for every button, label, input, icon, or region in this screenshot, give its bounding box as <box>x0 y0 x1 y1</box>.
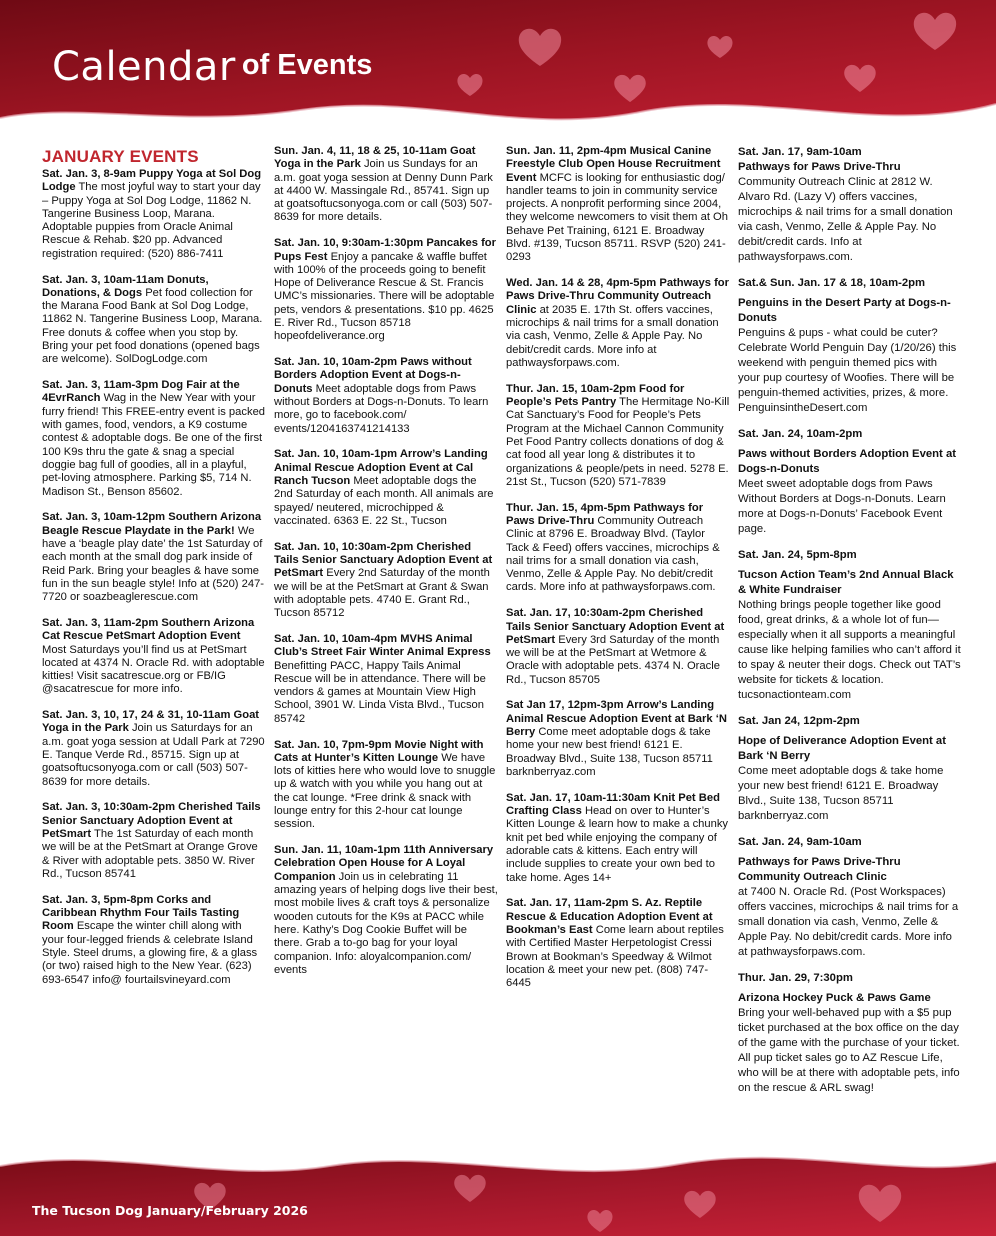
event-body: Come meet adoptable dogs & take home your new best friend! 6121 E. Broadway Blvd., Suite 138, Tucson 85711 barknberryaz.com <box>738 765 944 822</box>
event-title: Pathways for Paws Drive-Thru <box>738 161 901 173</box>
footer-text: The Tucson Dog January/February 2026 <box>32 1203 308 1218</box>
event-title: Sat. Jan. 10, 10am-4pm MVHS Animal Club’s Street Fair Winter Animal Express <box>274 633 491 659</box>
event-body: Escape the winter chill along with your four-legged friends & celebrate Island Style. Steel drums, a glowing fire, & a glass (or two) raised high to the New Year. (623) 693-6547 info@ fourtailsvineyard.com <box>42 920 258 986</box>
event-item <box>738 714 962 824</box>
event-item <box>506 383 730 489</box>
event-body: Nothing brings people together like good food, great drinks, & a whole lot of fun—especially when it all supports a meaningful cause like helping families who can’t afford it to spay & neuter their dogs. Check out TAT’s website for tickets & location. tucsonactionteam.com <box>738 599 961 701</box>
event-title: Tucson Action Team’s 2nd Annual Black & White Fundraiser <box>738 569 954 596</box>
event-date: Sat.& Sun. Jan. 17 & 18, 10am-2pm <box>738 277 926 289</box>
event-date: Sat. Jan. 24, 9am-10am <box>738 836 862 848</box>
event-item <box>506 897 730 990</box>
event-body: Enjoy a pancake & waffle buffet with 100% of the proceeds going to benefit Hope of Deliverance Rescue & St. Francis UMC’s missionaries. There will be adoptable pets, vendors & presentations. $10 pp. 4625 E. River Rd., Tucson 85718 hopeofdeliverance.org <box>274 250 495 343</box>
event-body: Penguins & pups - what could be cuter? Celebrate World Penguin Day (1/20/26) this weekend with penguin themed pics with your pup courtesy of Woofies. There will be penguin-themed activities, prizes, & more. PenguinsintheDesert.com <box>738 327 957 414</box>
event-item <box>274 739 498 832</box>
event-date: Thur. Jan. 29, 7:30pm <box>738 972 853 984</box>
event-item <box>42 274 266 367</box>
event-body: Community Outreach Clinic at 8796 E. Broadway Blvd. (Taylor Tack & Feed) offers vaccines, microchips & nail trims for a small donation via cash, Venmo, Zelle & Apple Pay. No debit/credit cards. More info at pathwaysforpaws.com. <box>506 514 720 594</box>
event-body: Join us Saturdays for an a.m. goat yoga session at Udall Park at 7290 E. Tanque Verde Rd., 85715. Sign up at goatsoftucsonyoga.com or call (503) 507- 8639 for more details. <box>42 722 265 788</box>
column-2 <box>274 145 498 990</box>
event-body: at 7400 N. Oracle Rd. (Post Workspaces) offers vaccines, microchips & nail trims for a small donation via cash, Venmo, Zelle & Apple Pay. No debit/credit cards. More info at pathwaysforpaws.com. <box>738 886 959 958</box>
header-banner <box>0 0 996 140</box>
event-title: Sat. Jan. 10, 7pm-9pm Movie Night with Cats at Hunter’s Kitten Lounge <box>274 738 484 764</box>
event-title: Sun. Jan. 11, 2pm-4pm Musical Canine Freestyle Club Open House Recruitment Event <box>506 145 721 184</box>
event-title: Hope of Deliverance Adoption Event at Bark ‘N Berry <box>738 735 946 762</box>
event-body: The Hermitage No-Kill Cat Sanctuary’s Food for People’s Pets Program at the Michael Cannon Community Pet Food Pantry collects donations of dog & cat food all year long & distributes it to organizations & people/pets in need. 5278 E. 21st St., Tucson (520) 571-7839 <box>506 396 730 488</box>
event-item <box>42 894 266 987</box>
column-1 <box>42 147 266 999</box>
event-title: Sat. Jan. 3, 11am-3pm Dog Fair at the 4EvrRanch <box>42 379 240 405</box>
event-item <box>506 502 730 595</box>
event-title: Sun. Jan. 4, 11, 18 & 25, 10-11am Goat Yoga in the Park <box>274 145 476 171</box>
event-item <box>506 607 730 687</box>
event-body: Come learn about reptiles with Certified Master Herpetologist Cressi Brown at Bookman’s Speedway & Wilmot location & meet your new pet. (808) 747-6445 <box>506 923 724 990</box>
event-title: Sat. Jan. 3, 5pm-8pm Corks and Caribbean Rhythm Four Tails Tasting Room <box>42 893 240 933</box>
event-body: Wag in the New Year with your furry friend! This FREE-entry event is packed with games, food, vendors, a K9 costume contest & adoptable dogs. Be one of the first 100 K9s thru the gate & snag a special doggie bag full of goodies, all in a playful, pet-loving atmosphere. Parking $5, 714 N. Madison St., Benson 85602. <box>42 392 266 498</box>
event-item <box>738 427 962 537</box>
event-body: Join us in celebrating 11 amazing years of helping dogs live their best, most mobile lives & craft toys & personalize wooden cutouts for the K9s at PACC while here. Kathy’s Dog Cookie Buffet will be there. Grab a to-go bag for your loyal companion. Info: aloyalcompanion.com/ events <box>274 870 498 976</box>
event-title: Sat. Jan. 10, 10:30am-2pm Cherished Tails Senior Sanctuary Adoption Event at PetSmart <box>274 540 493 580</box>
event-item <box>506 699 730 779</box>
event-title: Thur. Jan. 15, 4pm-5pm Pathways for Paws Drive-Thru <box>506 501 704 527</box>
footer-background <box>0 1140 996 1236</box>
event-body: Most Saturdays you’ll find us at PetSmart located at 4374 N. Oracle Rd. with adoptable kitties! Visit sacatrescue.org or FB/IG @sacatrescue for more info. <box>42 643 265 696</box>
event-title: Sat. Jan. 17, 10:30am-2pm Cherished Tails Senior Sanctuary Adoption Event at PetSmart <box>506 607 725 646</box>
event-item <box>274 541 498 621</box>
event-title: Penguins in the Desert Party at Dogs-n-Donuts <box>738 297 951 324</box>
event-title: Sat. Jan. 3, 8-9am Puppy Yoga at Sol Dog Lodge <box>42 168 262 194</box>
event-title: Sat. Jan. 10, 10am-1pm Arrow’s Landing Animal Rescue Adoption Event at Cal Ranch Tucson <box>274 448 488 488</box>
event-body: We have a ‘beagle play date’ the 1st Saturday of each month at the small dog park inside of Reid Park. Bring your beagles & have some fun in the sun beagle style! Info at (520) 247- 7720 or soazbeaglerescue.com <box>42 524 265 604</box>
event-body: Every 3rd Saturday of the month we will be at the PetSmart at Wetmore & Oracle with adoptable pets. 4374 N. Oracle Rd., Tucson 85705 <box>506 633 720 686</box>
event-item <box>738 548 962 703</box>
event-title: Sat. Jan. 17, 10am-11:30am Knit Pet Bed Crafting Class <box>506 791 720 818</box>
event-title: Sat. Jan. 17, 11am-2pm S. Az. Reptile Rescue & Education Adoption Event at Bookman’s East <box>506 897 713 936</box>
event-date: Sat. Jan. 17, 9am-10am <box>738 146 862 158</box>
event-title: Arizona Hockey Puck & Paws Game <box>738 992 931 1004</box>
event-item <box>42 511 266 604</box>
event-item <box>42 801 266 881</box>
event-item <box>274 633 498 726</box>
event-title: Thur. Jan. 15, 10am-2pm Food for People’s Pets Pantry <box>506 382 685 409</box>
event-item <box>42 379 266 499</box>
event-item <box>274 356 498 436</box>
event-body: Meet adoptable dogs the 2nd Saturday of each month. All animals are spayed/ neutered, microchipped & vaccinated. 6363 E. 22 St., Tucson <box>274 475 494 527</box>
event-title: Paws without Borders Adoption Event at Dogs-n-Donuts <box>738 448 957 475</box>
event-title: Sat. Jan. 3, 10am-12pm Southern Arizona Beagle Rescue Playdate in the Park! <box>42 511 262 537</box>
event-body: The 1st Saturday of each month we will be at the PetSmart at Orange Grove & River with adoptable pets. 3850 W. River Rd., Tucson 85741 <box>42 828 258 880</box>
event-title: Wed. Jan. 14 & 28, 4pm-5pm Pathways for Paws Drive-Thru Community Outreach Clinic <box>506 277 729 316</box>
event-body: Come meet adoptable dogs & take home your new best friend! 6121 E. Broadway Blvd., Suite 138, Tucson 85711 barknberryaz.com <box>506 726 713 778</box>
event-body: Bring your well-behaved pup with a $5 pup ticket purchased at the box office on the day of the game with the purchase of your ticket. All pup ticket sales go to AZ Rescue Life, who will be at there with adoptable pets, info on the rescue & ARL swag! <box>738 1007 960 1094</box>
event-item <box>42 617 266 697</box>
event-date: Sat. Jan 24, 12pm-2pm <box>738 715 860 727</box>
event-body: We have lots of kitties here who would love to snuggle up & watch with you while you hang out at the cat lounge. *Free drink & snack with lounge entry for this 2-hour cat lounge session. <box>274 751 496 831</box>
event-title: Sat. Jan. 10, 9:30am-1:30pm Pancakes for Pups Fest <box>274 237 496 263</box>
event-body: at 2035 E. 17th St. offers vaccines, microchips & nail trims for a small donation via cash, Venmo, Zelle & Apple Pay. No debit/credit cards. More info at pathwaysforpaws.com. <box>506 303 719 369</box>
event-body: The most joyful way to start your day – Puppy Yoga at Sol Dog Lodge, 11862 N. Tangerine Business Loop, Marana. Adoptable puppies from Oracle Animal Rescue & Rehab. $20 pp. Advanced registration required: (520) 886-7411 <box>42 181 261 260</box>
column-4 <box>738 145 962 1107</box>
event-item <box>506 277 730 370</box>
event-title: Sat. Jan. 3, 10:30am-2pm Cherished Tails Senior Sanctuary Adoption Event at PetSmart <box>42 801 261 841</box>
event-item <box>738 276 962 416</box>
event-title: Sat. Jan. 3, 10am-11am Donuts, Donations, & Dogs <box>42 273 209 299</box>
event-title: Pathways for Paws Drive-Thru Community Outreach Clinic <box>738 856 901 883</box>
event-item <box>42 709 266 789</box>
event-title: Sat Jan 17, 12pm-3pm Arrow’s Landing Animal Rescue Adoption Event at Bark ‘N Berry <box>506 699 727 739</box>
events-content <box>40 145 961 1094</box>
event-body: Meet adoptable dogs from Paws without Borders at Dogs-n-Donuts. To learn more, go to facebook.com/ events/1204163741214133 <box>274 382 489 435</box>
footer-banner <box>0 1140 996 1236</box>
event-item <box>274 145 498 225</box>
event-title: Sat. Jan. 10, 10am-2pm Paws without Borders Adoption Event at Dogs-n-Donuts <box>274 356 472 395</box>
event-date: Sat. Jan. 24, 10am-2pm <box>738 428 863 440</box>
event-body: Benefitting PACC, Happy Tails Animal Rescue will be in attendance. There will be vendors & games at Mountain View High School, 3901 W. Linda Vista Blvd., Tucson 85742 <box>274 659 486 725</box>
event-date: Sat. Jan. 24, 5pm-8pm <box>738 549 857 561</box>
event-item <box>738 145 962 265</box>
event-body: Every 2nd Saturday of the month we will be at the PetSmart at Grant & Swan with adoptable pets. 4740 E. Grant Rd., Tucson 85712 <box>274 567 490 620</box>
event-title: Sat. Jan. 3, 11am-2pm Southern Arizona Cat Rescue PetSmart Adoption Event <box>42 616 255 643</box>
event-body: MCFC is looking for enthusiastic dog/ handler teams to join in community service projects. A nonprofit performing since 2004, they welcome newcomers to visit them at Oh Behave Pet Training, 6121 E. Broadway Blvd. #139, Tucson 85711. RSVP (520) 241-0293 <box>506 171 728 264</box>
event-item <box>42 168 266 261</box>
event-item <box>738 971 962 1096</box>
event-title: Sun. Jan. 11, 10am-1pm 11th Anniversary Celebration Open House for A Loyal Companion <box>274 844 494 883</box>
page-title <box>52 44 372 90</box>
event-item <box>738 835 962 960</box>
event-item <box>274 844 498 977</box>
event-body: Community Outreach Clinic at 2812 W. Alvaro Rd. (Lazy V) offers vaccines, microchips & nail trims for a small donation via cash, Venmo, Zelle & Apple Pay. No debit/credit cards. Info at pathwaysforpaws.com. <box>738 176 953 263</box>
event-body: Meet sweet adoptable dogs from Paws Without Borders at Dogs-n-Donuts. Learn more at Dogs-n-Donuts’ Facebook Event page. <box>738 478 946 535</box>
event-body: Join us Sundays for an a.m. goat yoga session at Denny Dunn Park at 4400 W. Massingale Rd., 85741. Sign up at goatsoftucsonyoga.com or call (503) 507- 8639 for more details. <box>274 158 493 224</box>
section-heading: JANUARY EVENTS <box>42 147 199 166</box>
event-item <box>506 145 730 265</box>
event-body: Head on over to Hunter’s Kitten Lounge & learn how to make a chunky knit pet bed while enjoying the company of adorable cats & kittens. Each entry will include supplies to create your own bed to take home. Ages 14+ <box>506 805 729 884</box>
event-item <box>274 448 498 528</box>
title-sub: of Events <box>241 49 373 81</box>
event-item <box>274 237 498 343</box>
event-title: Sat. Jan. 3, 10, 17, 24 & 31, 10-11am Goat Yoga in the Park <box>42 709 260 735</box>
event-item <box>506 792 730 885</box>
title-main: Calendar <box>52 44 236 90</box>
column-3 <box>506 145 730 1003</box>
event-body: Pet food collection for the Marana Food Bank at Sol Dog Lodge, 11862 N. Tangerine Business Loop, Marana. Free donuts & coffee when you stop by. Bring your pet food donations (opened bags are welcome). SolDogLodge.com <box>42 286 263 366</box>
